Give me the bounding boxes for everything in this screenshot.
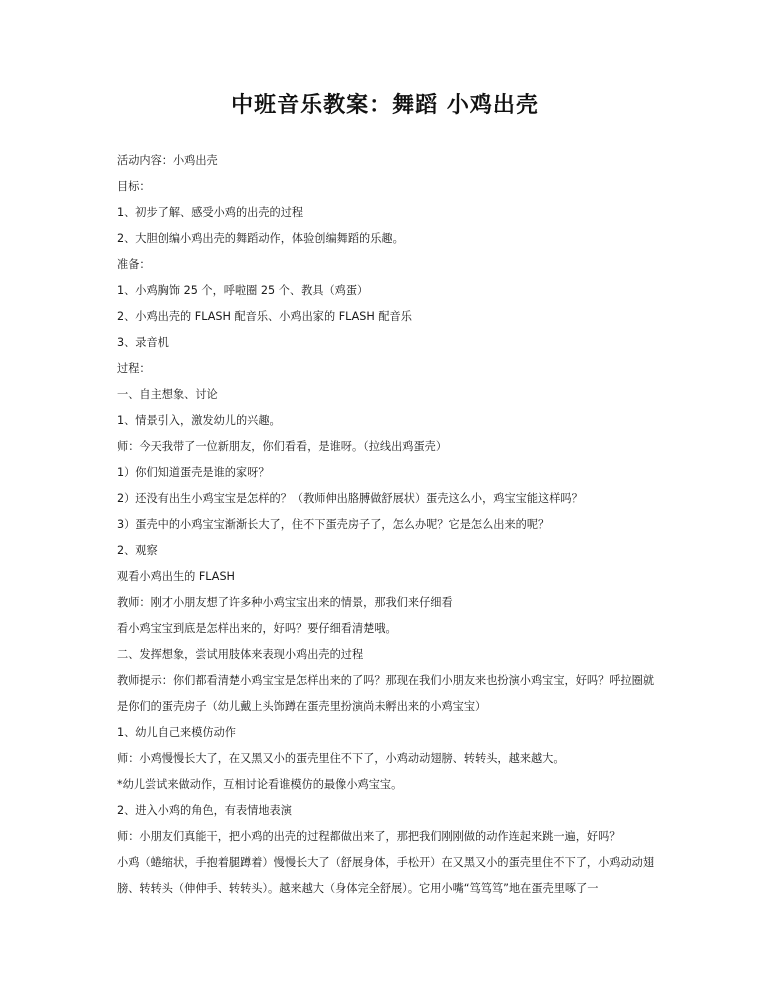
paragraph: 1、小鸡胸饰 25 个，呼啦圈 25 个、教具（鸡蛋）: [117, 284, 369, 297]
paragraph: 教师：刚才小朋友想了许多种小鸡宝宝出来的情景，那我们来仔细看: [117, 596, 453, 609]
paragraph: 目标：: [117, 180, 151, 193]
paragraph: 小鸡（蜷缩状，手抱着腿蹲着）慢慢长大了（舒展身体，手松开）在又黑又小的蛋壳里住不下了，小鸡动动翅膀、转转头（伸伸手、转转头）。越来越大（身体完全舒展）。它用小嘴“笃笃笃”地在蛋壳里啄了一: [117, 856, 655, 895]
paragraph: 活动内容：小鸡出壳: [117, 154, 218, 167]
paragraph: 二、发挥想象，尝试用肢体来表现小鸡出壳的过程: [117, 648, 364, 661]
paragraph: 看小鸡宝宝到底是怎样出来的，好吗？要仔细看清楚哦。: [117, 622, 397, 635]
document-body: [117, 148, 662, 902]
paragraph: 过程：: [117, 362, 151, 375]
document-title: 中班音乐教案：舞蹈 小鸡出壳: [231, 92, 539, 118]
paragraph: 1、幼儿自己来模仿动作: [117, 726, 236, 739]
paragraph: 1、情景引入，激发幼儿的兴趣。: [117, 414, 281, 427]
paragraph: 2、大胆创编小鸡出壳的舞蹈动作，体验创编舞蹈的乐趣。: [117, 232, 404, 245]
paragraph: 2）还没有出生小鸡宝宝是怎样的？（教师伸出胳膊做舒展状）蛋壳这么小，鸡宝宝能这样吗？: [117, 492, 583, 505]
paragraph: 一、自主想象、讨论: [117, 388, 218, 401]
paragraph: *幼儿尝试来做动作，互相讨论看谁模仿的最像小鸡宝宝。: [117, 778, 403, 791]
paragraph: 2、观察: [117, 544, 158, 557]
paragraph: 2、小鸡出壳的 FLASH 配音乐、小鸡出家的 FLASH 配音乐: [117, 310, 412, 323]
paragraph: 3）蛋壳中的小鸡宝宝渐渐长大了，住不下蛋壳房子了，怎么办呢？它是怎么出来的呢？: [117, 518, 550, 531]
paragraph: 师：小朋友们真能干，把小鸡的出壳的过程都做出来了，那把我们刚刚做的动作连起来跳一遍，好吗？: [117, 830, 621, 843]
paragraph: 准备：: [117, 258, 151, 271]
paragraph: 3、录音机: [117, 336, 169, 349]
paragraph: 教师提示：你们都看清楚小鸡宝宝是怎样出来的了吗？那现在我们小朋友来也扮演小鸡宝宝，好吗？呼拉圈就是你们的蛋壳房子（幼儿戴上头饰蹲在蛋壳里扮演尚未孵出来的小鸡宝宝）: [117, 674, 655, 713]
paragraph: 1）你们知道蛋壳是谁的家呀？: [117, 466, 270, 479]
paragraph: 师：小鸡慢慢长大了，在又黑又小的蛋壳里住不下了，小鸡动动翅膀、转转头，越来越大。: [117, 752, 565, 765]
paragraph: 师：今天我带了一位新朋友，你们看看，是谁呀。（拉线出鸡蛋壳）: [117, 440, 448, 453]
paragraph: 观看小鸡出生的 FLASH: [117, 570, 235, 583]
paragraph: 2、进入小鸡的角色，有表情地表演: [117, 804, 292, 817]
paragraph: 1、初步了解、感受小鸡的出壳的过程: [117, 206, 304, 219]
